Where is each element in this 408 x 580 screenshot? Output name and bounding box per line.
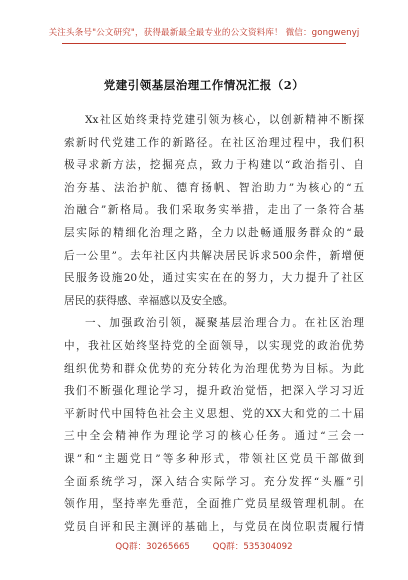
paragraph-line: 课”和“主题党日”等多种形式，带领社区党员干部做到	[64, 452, 364, 465]
paragraph-line: Xx社区始终秉持党建引领为核心，以创新精神不断探	[85, 114, 364, 126]
paragraph-line: 党员自评和民主测评的基础上，与党员在岗位职责履行情	[64, 520, 364, 533]
paragraph-line: 索新时代党建工作的新路径。在社区治理过程中，我们积	[64, 136, 364, 149]
paragraph-line: 我们不断强化理论学习，提升政治觉悟，把深入学习习近	[64, 385, 364, 398]
paragraph-line: 治夯基、法治护航、德育扬帆、智治助力”为核心的“五	[64, 181, 364, 194]
paragraph-line: 平新时代中国特色社会主义思想、党的XX大和党的二十届	[64, 407, 364, 420]
paragraph-line: 组织优势和群众优势的充分转化为治理优势为目标。为此	[64, 362, 364, 375]
paragraph-line: 全面系统学习，深入结合实际学习。充分发挥“头雁”引	[64, 475, 364, 488]
document-title: 党建引领基层治理工作情况汇报（2）	[103, 78, 305, 92]
paragraph-line: 居民的获得感、幸福感以及安全感。	[64, 294, 234, 307]
paragraph-line: 三中全会精神作为理论学习的核心任务。通过“三会一	[64, 430, 364, 443]
paragraph-line: 中，我社区始终坚持党的全面领导，以实现党的政治优势	[64, 339, 364, 352]
paragraph-line: 民服务设施20处，通过实实在在的努力，大力提升了社区	[64, 272, 364, 285]
paragraph-line: 极寻求新方法，挖掘亮点，致力于构建以“政治指引、自	[64, 159, 364, 172]
header-divider	[62, 43, 346, 44]
paragraph-line: 后一公里”。去年社区内共解决居民诉求500余件，新增便	[64, 249, 364, 262]
paragraph-line: 层实际的精细化治理之路，全力以赴畅通服务群众的“最	[64, 226, 364, 239]
document-body	[64, 109, 364, 538]
paragraph-line: 治融合”新格局。我们采取务实举措，走出了一条符合基	[64, 204, 364, 217]
header-banner: 关注头条号"公文研究"，获得最新最全最专业的公文资料库！ 微信：gongwenyj	[48, 28, 360, 38]
paragraph-line: 领作用，坚持率先垂范，全面推广党员星级管理机制。在	[64, 498, 364, 511]
footer	[0, 540, 408, 552]
footer-qq-group-1: QQ群：30265665	[115, 542, 190, 552]
footer-qq-group-2: QQ群：535304092	[212, 542, 293, 552]
paragraph-line: 一、加强政治引领，凝聚基层治理合力。在社区治理	[85, 317, 364, 330]
